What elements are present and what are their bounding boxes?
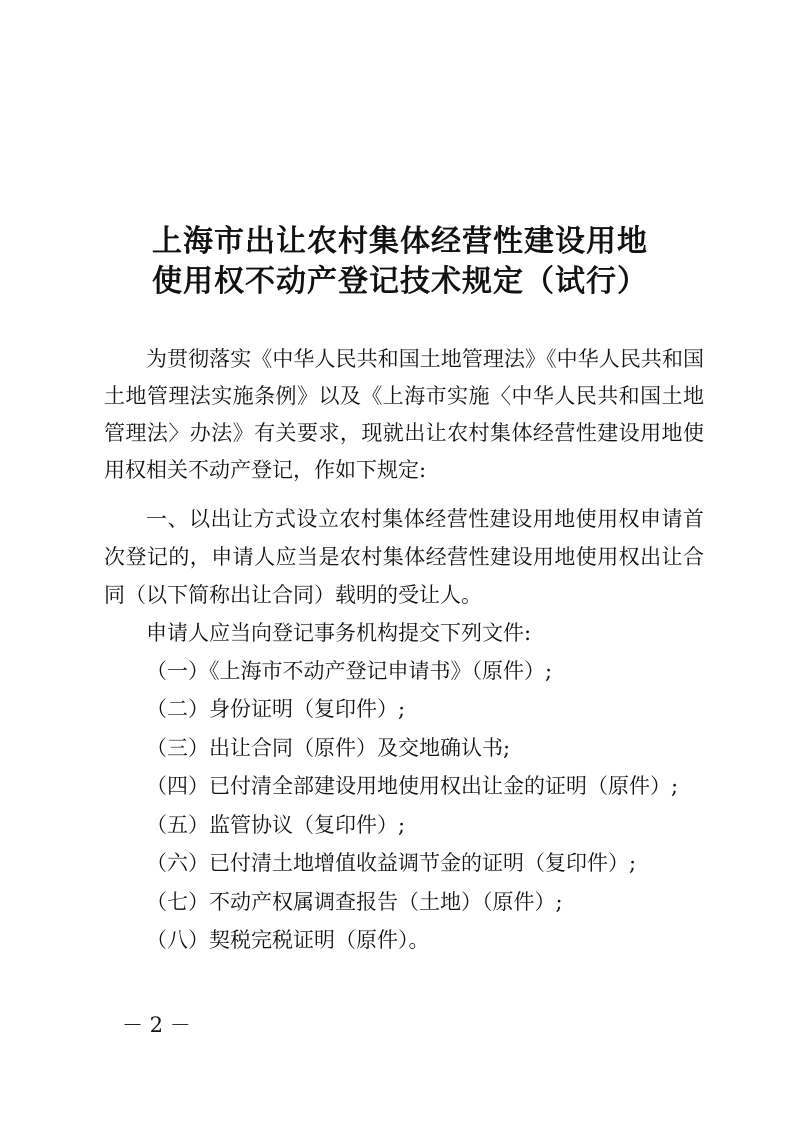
requirement-intro: 申请人应当向登记事务机构提交下列文件: — [146, 621, 532, 645]
list-item: （七）不动产权属调查报告（土地）（原件）; — [146, 890, 563, 914]
document-title-line-1: 上海市出让农村集体经营性建设用地 — [152, 224, 648, 259]
page-number: － 2 － — [122, 1013, 191, 1037]
intro-paragraph: 为贯彻落实《中华人民共和国土地管理法》《中华人民共和国土地管理法实施条例》以及《上海市实施〈中华人民共和国土地管理法〉办法》有关要求，现就出让农村集体经营性建设用地使用权相关不动产登记，作如下规定: — [104, 347, 704, 482]
list-item: （三）出让合同（原件）及交地确认书; — [146, 736, 511, 760]
list-item: （四）已付清全部建设用地使用权出让金的证明（原件）; — [146, 774, 679, 798]
rule-1-paragraph: 一、以出让方式设立农村集体经营性建设用地使用权申请首次登记的，申请人应当是农村集体经营性建设用地使用权出让合同（以下简称出让合同）载明的受让人。 — [104, 507, 704, 607]
list-item: （八）契税完税证明（原件）。 — [146, 928, 430, 952]
list-item: （六）已付清土地增值收益调节金的证明（复印件）; — [146, 851, 637, 875]
list-item: （五）监管协议（复印件）; — [146, 813, 406, 837]
list-item: （一）《上海市不动产登记申请书》（原件）; — [146, 659, 553, 683]
list-item: （二）身份证明（复印件）; — [146, 697, 406, 721]
document-title-line-2: 使用权不动产登记技术规定（试行） — [152, 264, 648, 299]
